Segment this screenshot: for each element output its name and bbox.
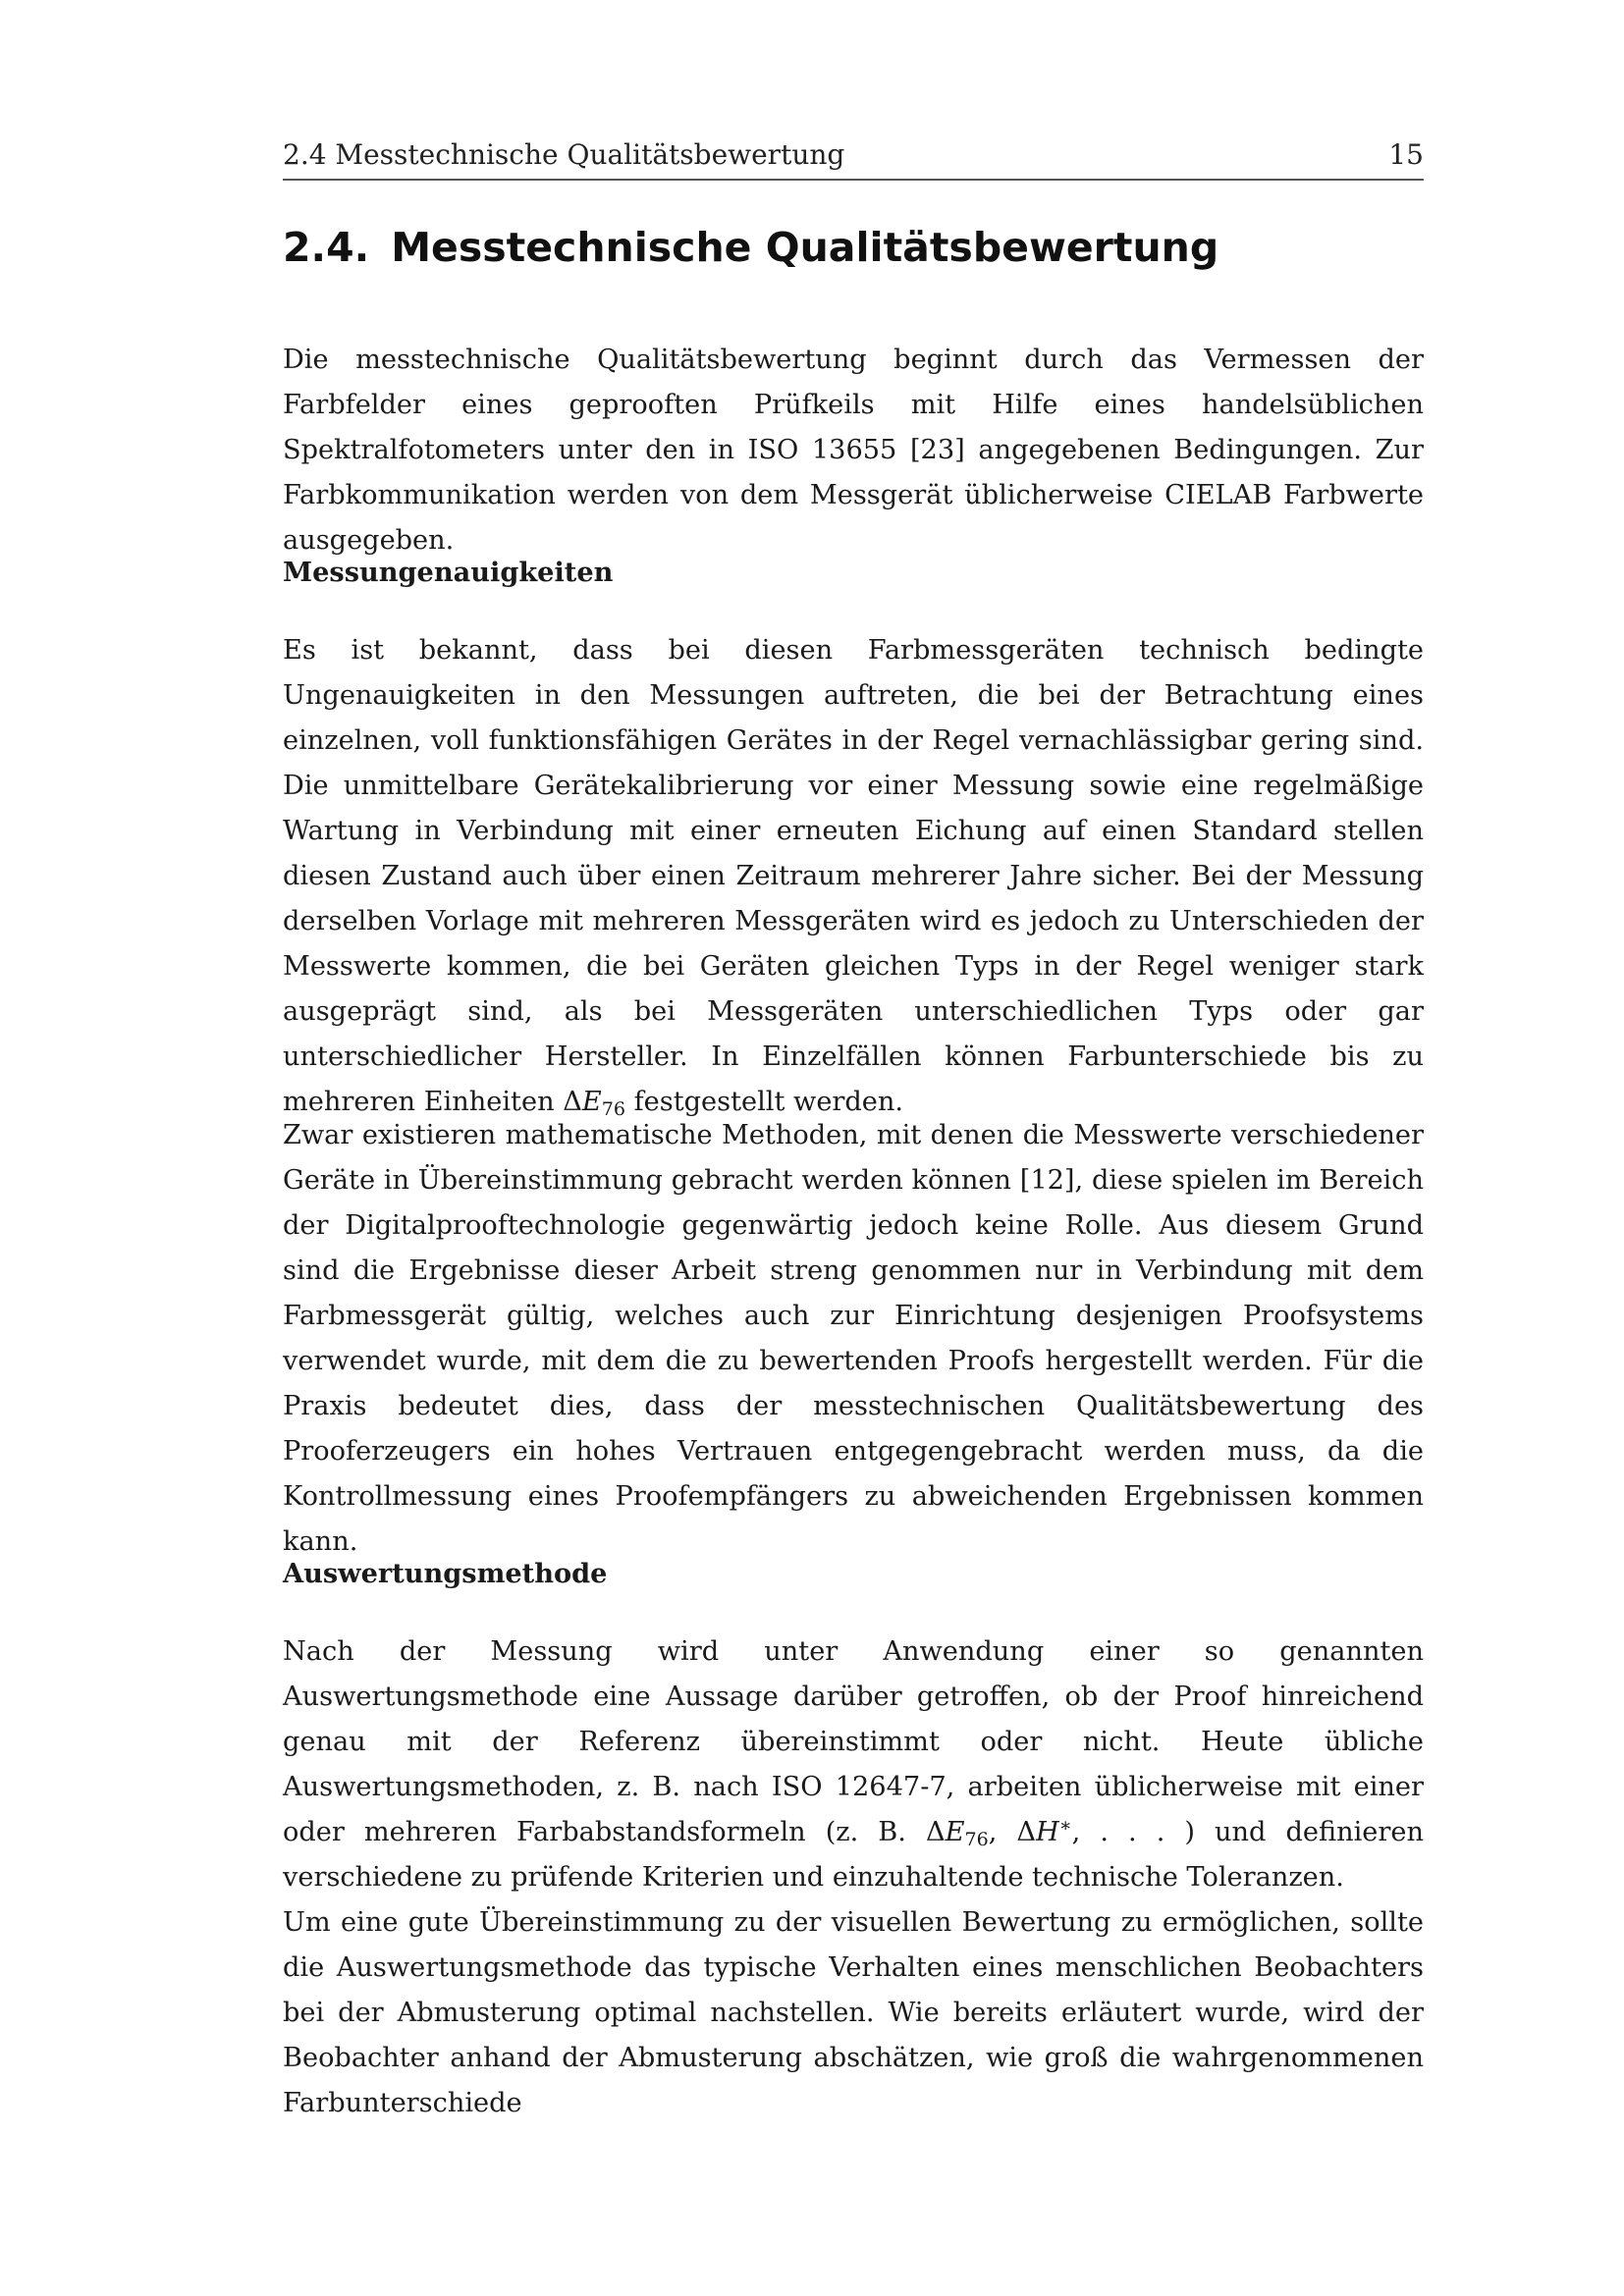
delta-symbol: Δ (563, 1087, 582, 1117)
subheading-messungenauigkeiten: Messungenauigkeiten (283, 557, 614, 588)
math-superscript: ∗ (1058, 1814, 1072, 1837)
delta-symbol: Δ (1016, 1817, 1037, 1847)
running-header (283, 135, 1424, 181)
running-title: 2.4 Messtechnische Qualitätsbewertung (283, 138, 845, 171)
math-subscript: 76 (601, 1097, 625, 1120)
paragraph-measurement-inaccuracies (283, 628, 1424, 1125)
math-subscript: 76 (964, 1828, 989, 1850)
paragraph-evaluation-method (283, 1629, 1424, 1900)
paragraph-tail: festgestellt werden. (624, 1087, 904, 1117)
paragraph-intro: Die messtechnische Qualitätsbewertung beginnt durch das Vermessen der Farbfelder eines geprooften Prüfkeils mit Hilfe eines handelsüblichen Spektralfotometers unter den in ISO 13655 [23] angegebenen Bedingungen. Zur Farbkommunikation werden von dem Messgerät üblicherweise CIELAB Farbwerte ausgegeben. (283, 345, 1424, 556)
math-variable-e: E (581, 1087, 602, 1117)
paragraph-visual-agreement: Um eine gute Übereinstimmung zu der visuellen Bewertung zu ermöglichen, sollte die Auswertungsmethode das typische Verhalten eines menschlichen Beobachters bei der Abmusterung optimal nachstellen. Wie bereits erläutert wurde, wird der Beobachter anhand der Abmusterung abschätzen, wie groß die wahrgenommenen Farbunterschiede (283, 1907, 1424, 2118)
section-heading (283, 220, 1424, 275)
subheading-auswertungsmethode: Auswertungsmethode (283, 1558, 608, 1589)
paragraph-tail: und definieren verschiedene zu prüfende Kriterien und einzuhaltende technische Toleranzen. (283, 1817, 1424, 1893)
page-number: 15 (1388, 138, 1424, 171)
section-title-text: Messtechnische Qualitätsbewertung (391, 224, 1219, 271)
ellipsis: , . . . ) (1071, 1817, 1195, 1847)
math-variable-e: E (945, 1817, 965, 1847)
paragraph-math-methods: Zwar existieren mathematische Methoden, mit denen die Messwerte verschiedener Geräte in Übereinstimmung gebracht werden können [12], diese spielen im Bereich der Digitalprooftechnologie gegenwärtig jedoch keine Rolle. Aus diesem Grund sind die Ergebnisse dieser Arbeit streng genommen nur in Verbindung mit dem Farbmessgerät gültig, welches auch zur Einrichtung desjenigen Proofsystems verwendet wurde, mit dem die zu bewertenden Proofs hergestellt werden. Für die Praxis bedeutet dies, dass der messtechnischen Qualitätsbewertung des Prooferzeugers ein hohes Vertrauen entgegengebracht werden muss, da die Kontrollmessung eines Proofempfängers zu abweichenden Ergebnissen kommen kann. (283, 1120, 1424, 1557)
paragraph-text: Es ist bekannt, dass bei diesen Farbmessgeräten technisch bedingte Ungenauigkeiten in den Messungen auftreten, die bei der Betrachtung eines einzelnen, voll funktionsfähigen Gerätes in der Regel vernachlässigbar gering sind. Die unmittelbare Gerätekalibrierung vor einer Messung sowie eine regelmäßige Wartung in Verbindung mit einer erneuten Eichung auf einen Standard stellen diesen Zustand auch über einen Zeitraum mehrerer Jahre sicher. Bei der Messung derselben Vorlage mit mehreren Messgeräten wird es jedoch zu Unterschieden der Messwerte kommen, die bei Geräten gleichen Typs in der Regel weniger stark ausgeprägt sind, als bei Messgeräten unterschiedlichen Typs oder gar unterschiedlicher Hersteller. In Einzelfällen können Farbunterschiede bis zu mehreren Einheiten (283, 635, 1424, 1117)
separator: , (988, 1817, 1017, 1847)
delta-symbol: Δ (925, 1817, 946, 1847)
section-number: 2.4. (283, 224, 370, 271)
paragraph-text: Nach der Messung wird unter Anwendung einer so genannten Auswertungsmethode eine Aussage darüber getroffen, ob der Proof hinreichend genau mit der Referenz übereinstimmt oder nicht. Heute übliche Auswertungsmethoden, z. B. nach ISO 12647-7, arbeiten üblicherweise mit einer oder mehreren Farbabstandsformeln (z. B. (283, 1636, 1424, 1847)
math-variable-h: H (1036, 1817, 1059, 1847)
